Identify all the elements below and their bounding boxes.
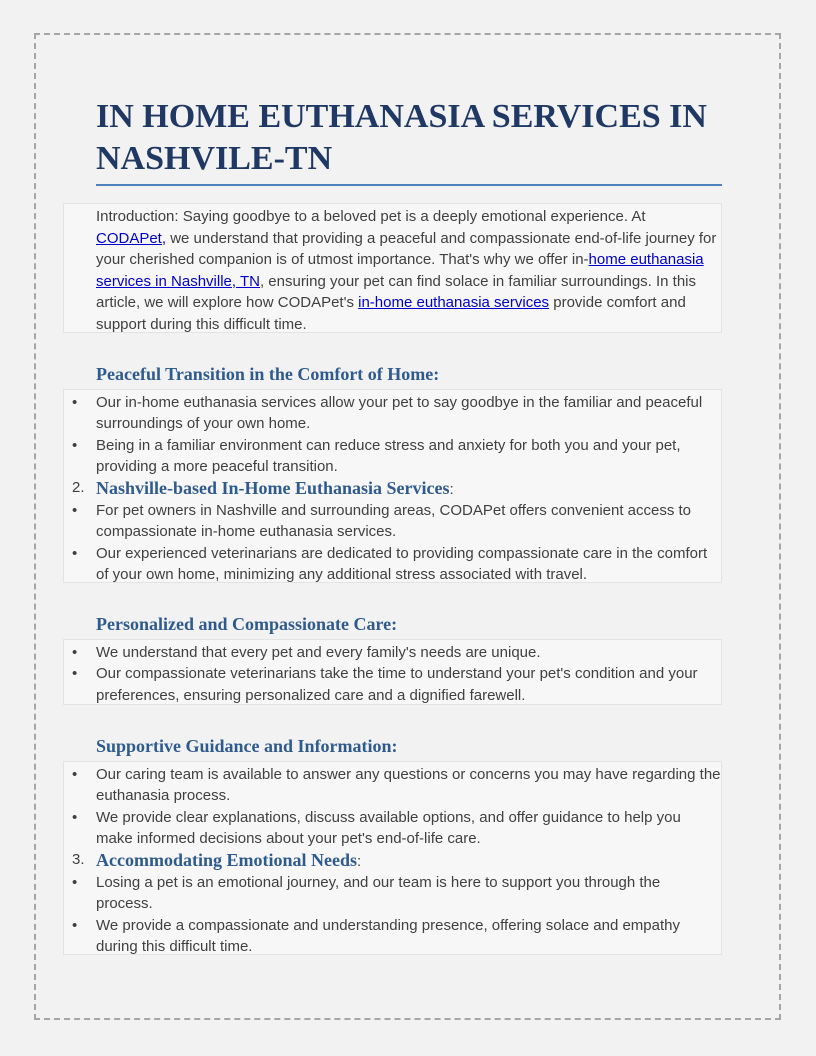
section2-box: [63, 639, 722, 705]
intro-text: , ensuring your pet can find solace in familiar surroundings. In this article, we will explore how CODAPet's: [96, 272, 697, 311]
page-title: IN HOME EUTHANASIA SERVICES IN NASHVILE-TN: [96, 96, 722, 186]
section1-box: [63, 389, 722, 583]
nashville-services-link[interactable]: home euthanasia services in Nashville, TN: [96, 251, 704, 290]
intro-box: [63, 203, 722, 333]
list-number: 2.: [72, 479, 85, 497]
list-item: • Being in a familiar environment can reduce stress and anxiety for both you and your pet, providing a more peaceful transition.: [64, 435, 721, 478]
subheading-emotional-needs: Accommodating Emotional Needs: [96, 850, 357, 871]
intro-text: we understand that providing a peaceful and compassionate end-of-life journey for your cherished companion is of utmost importance. That's why we offer in-: [96, 229, 717, 268]
list-item: • We understand that every pet and every family's needs are unique.: [64, 642, 721, 663]
bullet-list: [64, 500, 721, 585]
subheading-colon: :: [449, 481, 454, 499]
bullet-list: [64, 872, 721, 957]
bullet-list: [64, 764, 721, 849]
bullet-list: [64, 642, 721, 706]
codapet-link[interactable]: CODAPet,: [96, 229, 167, 247]
list-item: • Our caring team is available to answer any questions or concerns you may have regarding the euthanasia process.: [64, 764, 721, 807]
list-item: • Our in-home euthanasia services allow your pet to say goodbye in the familiar and peaceful surroundings of your own home.: [64, 392, 721, 435]
list-item: • We provide clear explanations, discuss available options, and offer guidance to help you make informed decisions about your pet's end-of-life care.: [64, 807, 721, 850]
section-heading-personalized-care: Personalized and Compassionate Care:: [96, 614, 398, 634]
list-item: • For pet owners in Nashville and surrounding areas, CODAPet offers convenient access to compassionate in-home euthanasia services.: [64, 500, 721, 543]
bullet-list: [64, 392, 721, 477]
list-item: • Our compassionate veterinarians take the time to understand your pet's condition and your preferences, ensuring personalized care and a dignified farewell.: [64, 663, 721, 706]
intro-text: Introduction: Saying goodbye to a beloved pet is a deeply emotional experience. At: [96, 208, 646, 225]
list-number: 3.: [72, 851, 85, 869]
numbered-subheading: [64, 849, 721, 872]
list-item: • Losing a pet is an emotional journey, and our team is here to support you through the process.: [64, 872, 721, 915]
numbered-subheading: [64, 477, 721, 500]
in-home-services-link[interactable]: in-home euthanasia services: [358, 294, 550, 311]
subheading-nashville-services: Nashville-based In-Home Euthanasia Services: [96, 478, 450, 499]
section-heading-supportive-guidance: Supportive Guidance and Information:: [96, 736, 398, 756]
intro-text: provide comfort and support during this difficult time.: [96, 294, 686, 333]
section3-box: [63, 761, 722, 955]
list-item: • Our experienced veterinarians are dedicated to providing compassionate care in the comfort of your own home, minimizing any additional stress associated with travel.: [64, 543, 721, 586]
section-heading-peaceful-transition: Peaceful Transition in the Comfort of Home:: [96, 364, 440, 384]
list-item: • We provide a compassionate and understanding presence, offering solace and empathy during this difficult time.: [64, 915, 721, 958]
subheading-colon: :: [356, 853, 362, 871]
